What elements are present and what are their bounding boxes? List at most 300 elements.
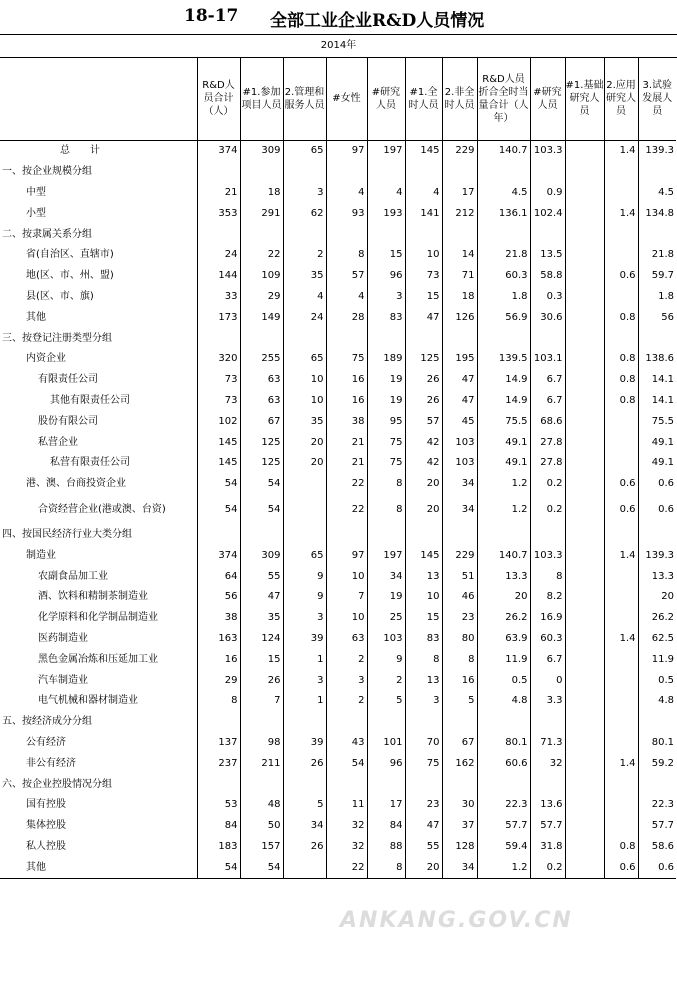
data-cell: 103.3 [530, 141, 565, 162]
data-cell [565, 753, 604, 774]
data-cell [197, 525, 240, 546]
data-cell: 9 [283, 566, 326, 587]
data-cell: 138.6 [638, 349, 676, 370]
data-cell: 309 [240, 141, 283, 162]
data-cell [638, 774, 676, 795]
data-cell: 309 [240, 545, 283, 566]
data-cell [197, 774, 240, 795]
data-cell [477, 328, 530, 349]
data-cell [442, 224, 477, 245]
data-cell [565, 432, 604, 453]
data-cell: 23 [442, 608, 477, 629]
data-cell: 39 [283, 733, 326, 754]
data-cell: 0.6 [604, 495, 638, 525]
data-cell: 25 [367, 608, 405, 629]
data-cell [604, 411, 638, 432]
data-cell: 88 [367, 837, 405, 858]
data-cell: 6.7 [530, 649, 565, 670]
data-cell: 4 [326, 287, 367, 308]
data-cell: 43 [326, 733, 367, 754]
data-cell [240, 224, 283, 245]
data-cell [367, 328, 405, 349]
data-cell [442, 774, 477, 795]
row-label: 汽车制造业 [38, 674, 88, 686]
data-cell: 49.1 [477, 453, 530, 474]
data-cell: 42 [405, 432, 442, 453]
data-cell: 139.3 [638, 545, 676, 566]
data-cell [283, 162, 326, 183]
data-cell: 4.8 [477, 691, 530, 712]
data-cell: 183 [197, 837, 240, 858]
data-cell: 103 [367, 629, 405, 650]
data-cell: 0.6 [604, 266, 638, 287]
data-cell [565, 816, 604, 837]
data-cell: 60.3 [477, 266, 530, 287]
row-label: 有限责任公司 [38, 374, 98, 386]
data-cell: 14.9 [477, 391, 530, 412]
data-cell [197, 162, 240, 183]
data-cell: 75 [326, 349, 367, 370]
data-cell: 21 [326, 453, 367, 474]
data-cell: 22 [326, 857, 367, 878]
data-cell: 101 [367, 733, 405, 754]
data-cell: 15 [405, 608, 442, 629]
row-label: 五、按经济成分分组 [2, 716, 92, 728]
data-cell: 38 [197, 608, 240, 629]
data-cell: 75.5 [638, 411, 676, 432]
data-cell: 136.1 [477, 203, 530, 224]
data-cell: 140.7 [477, 545, 530, 566]
data-cell: 139.3 [638, 141, 676, 162]
data-cell [638, 162, 676, 183]
data-cell: 16 [326, 370, 367, 391]
data-cell [477, 162, 530, 183]
row-label: 合资经营企业(港或澳、台资) [38, 503, 166, 515]
data-cell: 5 [442, 691, 477, 712]
data-cell: 374 [197, 545, 240, 566]
data-cell [638, 525, 676, 546]
data-cell [283, 774, 326, 795]
data-cell [283, 495, 326, 525]
table-row [0, 287, 676, 308]
data-cell: 56.9 [477, 307, 530, 328]
data-cell [565, 629, 604, 650]
row-label: 小型 [26, 207, 46, 219]
data-cell: 8.2 [530, 587, 565, 608]
data-cell [565, 495, 604, 525]
data-cell: 320 [197, 349, 240, 370]
data-cell [565, 370, 604, 391]
data-cell [283, 224, 326, 245]
data-cell [530, 774, 565, 795]
data-cell: 55 [240, 566, 283, 587]
data-cell: 212 [442, 203, 477, 224]
data-cell: 64 [197, 566, 240, 587]
data-cell: 54 [240, 857, 283, 878]
data-cell: 26.2 [638, 608, 676, 629]
table-row [0, 328, 676, 349]
data-cell: 83 [405, 629, 442, 650]
data-cell [604, 587, 638, 608]
data-cell [565, 474, 604, 495]
data-cell: 11 [326, 795, 367, 816]
data-cell [240, 162, 283, 183]
data-cell: 57 [405, 411, 442, 432]
data-cell: 0.6 [604, 857, 638, 878]
data-cell: 157 [240, 837, 283, 858]
data-cell: 1.8 [477, 287, 530, 308]
table-row [0, 816, 676, 837]
data-cell: 291 [240, 203, 283, 224]
data-cell: 26.2 [477, 608, 530, 629]
data-cell: 103 [442, 432, 477, 453]
data-cell: 102.4 [530, 203, 565, 224]
data-cell: 8 [367, 857, 405, 878]
data-cell: 353 [197, 203, 240, 224]
data-cell: 22.3 [477, 795, 530, 816]
data-cell: 10 [326, 608, 367, 629]
data-cell: 54 [240, 474, 283, 495]
row-label: 股份有限公司 [38, 415, 98, 427]
table-row [0, 370, 676, 391]
data-cell [604, 816, 638, 837]
data-cell: 1.4 [604, 545, 638, 566]
table-row [0, 608, 676, 629]
data-cell: 27.8 [530, 432, 565, 453]
data-cell: 42 [405, 453, 442, 474]
data-cell: 83 [367, 307, 405, 328]
data-cell [442, 162, 477, 183]
data-cell [565, 649, 604, 670]
data-cell [326, 774, 367, 795]
data-cell: 1 [283, 649, 326, 670]
row-label: 省(自治区、直辖市) [26, 249, 114, 261]
data-cell [442, 712, 477, 733]
data-cell: 13.5 [530, 245, 565, 266]
data-cell: 10 [405, 245, 442, 266]
data-cell: 80.1 [638, 733, 676, 754]
table-row [0, 525, 676, 546]
data-cell: 6.7 [530, 391, 565, 412]
data-cell: 0.2 [530, 857, 565, 878]
table-row [0, 411, 676, 432]
data-cell: 4.5 [477, 183, 530, 204]
data-cell: 67 [442, 733, 477, 754]
data-cell [283, 857, 326, 878]
data-cell [283, 525, 326, 546]
data-cell: 103.1 [530, 349, 565, 370]
data-cell: 35 [283, 266, 326, 287]
data-cell: 65 [283, 545, 326, 566]
data-cell: 38 [326, 411, 367, 432]
data-cell: 63 [240, 370, 283, 391]
data-cell [565, 162, 604, 183]
data-cell: 68.6 [530, 411, 565, 432]
data-cell: 1.4 [604, 141, 638, 162]
row-label: 二、按隶属关系分组 [2, 228, 92, 240]
data-cell [604, 224, 638, 245]
data-cell: 5 [283, 795, 326, 816]
data-cell: 27.8 [530, 453, 565, 474]
data-cell: 103.3 [530, 545, 565, 566]
data-cell: 73 [197, 391, 240, 412]
data-cell: 71.3 [530, 733, 565, 754]
data-cell [604, 795, 638, 816]
data-cell: 51 [442, 566, 477, 587]
data-cell: 60.3 [530, 629, 565, 650]
data-cell [565, 287, 604, 308]
data-cell [240, 774, 283, 795]
data-cell: 71 [442, 266, 477, 287]
data-cell: 26 [405, 391, 442, 412]
data-cell: 0.8 [604, 349, 638, 370]
data-cell [604, 525, 638, 546]
table-row [0, 349, 676, 370]
data-cell [565, 245, 604, 266]
data-cell [530, 162, 565, 183]
data-cell: 140.7 [477, 141, 530, 162]
data-cell: 32 [326, 816, 367, 837]
data-cell: 84 [367, 816, 405, 837]
data-cell: 0 [530, 670, 565, 691]
row-label: 医药制造业 [38, 632, 88, 644]
data-cell: 54 [197, 857, 240, 878]
data-cell [565, 203, 604, 224]
table-row [0, 245, 676, 266]
data-cell [405, 525, 442, 546]
data-cell: 21.8 [477, 245, 530, 266]
data-cell [477, 224, 530, 245]
data-cell: 3 [405, 691, 442, 712]
row-label: 电气机械和器材制造业 [38, 695, 138, 707]
row-label: 国有控股 [26, 799, 66, 811]
table-row [0, 545, 676, 566]
data-cell: 73 [405, 266, 442, 287]
data-cell: 21.8 [638, 245, 676, 266]
data-cell: 149 [240, 307, 283, 328]
data-cell: 47 [405, 816, 442, 837]
table-row [0, 753, 676, 774]
data-cell: 22 [240, 245, 283, 266]
data-cell: 173 [197, 307, 240, 328]
data-cell: 49.1 [638, 453, 676, 474]
data-cell: 9 [367, 649, 405, 670]
data-cell: 56 [197, 587, 240, 608]
column-header: 3.试验发展人员 [638, 57, 676, 141]
data-cell [604, 453, 638, 474]
table-row [0, 307, 676, 328]
data-cell [604, 691, 638, 712]
data-cell: 2 [326, 691, 367, 712]
data-cell: 0.6 [638, 495, 676, 525]
data-cell: 47 [405, 307, 442, 328]
data-cell [326, 328, 367, 349]
data-cell: 35 [283, 411, 326, 432]
table-row [0, 629, 676, 650]
data-cell [565, 670, 604, 691]
data-cell [283, 328, 326, 349]
data-cell: 34 [367, 566, 405, 587]
data-cell: 144 [197, 266, 240, 287]
data-cell: 47 [442, 370, 477, 391]
data-cell: 35 [240, 608, 283, 629]
data-cell: 57.7 [477, 816, 530, 837]
data-cell: 73 [197, 370, 240, 391]
table-row [0, 774, 676, 795]
data-cell: 2 [326, 649, 367, 670]
data-cell: 109 [240, 266, 283, 287]
data-cell: 141 [405, 203, 442, 224]
data-cell: 4.8 [638, 691, 676, 712]
data-cell [604, 183, 638, 204]
data-cell [405, 328, 442, 349]
data-cell: 125 [240, 453, 283, 474]
data-cell: 4 [283, 287, 326, 308]
data-cell: 26 [405, 370, 442, 391]
data-cell: 128 [442, 837, 477, 858]
data-cell: 65 [283, 349, 326, 370]
data-cell: 54 [197, 495, 240, 525]
data-cell: 20 [405, 857, 442, 878]
data-cell: 125 [405, 349, 442, 370]
data-cell [565, 608, 604, 629]
data-cell [367, 712, 405, 733]
data-cell: 10 [283, 391, 326, 412]
row-label: 三、按登记注册类型分组 [2, 332, 112, 344]
data-cell: 58.6 [638, 837, 676, 858]
data-cell: 8 [197, 691, 240, 712]
data-cell: 11.9 [638, 649, 676, 670]
data-cell: 15 [367, 245, 405, 266]
data-cell: 10 [283, 370, 326, 391]
data-cell: 14.9 [477, 370, 530, 391]
data-cell: 137 [197, 733, 240, 754]
data-cell: 5 [367, 691, 405, 712]
data-cell: 59.7 [638, 266, 676, 287]
data-cell: 23 [405, 795, 442, 816]
data-cell [565, 691, 604, 712]
data-cell: 55 [405, 837, 442, 858]
table-row [0, 183, 676, 204]
data-cell [367, 774, 405, 795]
data-cell: 29 [197, 670, 240, 691]
data-cell [565, 733, 604, 754]
data-cell: 4 [367, 183, 405, 204]
data-cell: 103 [442, 453, 477, 474]
data-cell [565, 349, 604, 370]
data-cell: 211 [240, 753, 283, 774]
row-label: 农副食品加工业 [38, 570, 108, 582]
data-cell: 16.9 [530, 608, 565, 629]
data-cell [477, 712, 530, 733]
watermark: ANKANG.GOV.CN [340, 908, 573, 933]
data-cell: 63 [240, 391, 283, 412]
data-cell: 18 [442, 287, 477, 308]
data-cell: 31.8 [530, 837, 565, 858]
data-cell [565, 141, 604, 162]
data-cell: 54 [197, 474, 240, 495]
data-cell: 8 [442, 649, 477, 670]
row-label: 私人控股 [26, 840, 66, 852]
data-cell: 8 [326, 245, 367, 266]
data-cell [442, 525, 477, 546]
data-cell [405, 162, 442, 183]
table-row [0, 162, 676, 183]
data-cell: 102 [197, 411, 240, 432]
row-label: 酒、饮料和精制茶制造业 [38, 591, 148, 603]
data-cell: 7 [326, 587, 367, 608]
data-cell: 24 [283, 307, 326, 328]
data-cell [326, 224, 367, 245]
data-cell: 46 [442, 587, 477, 608]
data-cell: 20 [405, 495, 442, 525]
data-cell [565, 525, 604, 546]
data-cell: 75 [367, 453, 405, 474]
table-row [0, 587, 676, 608]
data-cell [604, 608, 638, 629]
data-cell: 3 [283, 608, 326, 629]
data-cell [530, 328, 565, 349]
row-label: 黑色金属冶炼和压延加工业 [38, 653, 158, 665]
data-cell [638, 328, 676, 349]
data-cell: 49.1 [638, 432, 676, 453]
column-header: #研究人员 [367, 57, 405, 141]
table-row [0, 432, 676, 453]
data-cell: 8 [367, 474, 405, 495]
data-cell: 19 [367, 587, 405, 608]
data-cell: 75.5 [477, 411, 530, 432]
data-cell: 0.6 [604, 474, 638, 495]
data-cell [530, 712, 565, 733]
data-cell: 0.2 [530, 474, 565, 495]
data-cell: 20 [638, 587, 676, 608]
data-cell: 3 [367, 287, 405, 308]
row-label: 集体控股 [26, 820, 66, 832]
data-cell: 6.7 [530, 370, 565, 391]
data-cell: 145 [405, 545, 442, 566]
data-cell: 0.5 [638, 670, 676, 691]
data-cell: 229 [442, 141, 477, 162]
data-cell: 16 [326, 391, 367, 412]
data-cell: 8 [405, 649, 442, 670]
title-bar [0, 0, 677, 35]
data-cell: 3.3 [530, 691, 565, 712]
data-cell [565, 328, 604, 349]
data-cell: 29 [240, 287, 283, 308]
data-cell: 62 [283, 203, 326, 224]
data-cell: 26 [283, 837, 326, 858]
data-cell: 21 [326, 432, 367, 453]
data-cell: 93 [326, 203, 367, 224]
data-cell [565, 411, 604, 432]
data-cell [197, 328, 240, 349]
data-cell: 34 [442, 495, 477, 525]
data-cell: 1.4 [604, 629, 638, 650]
data-cell [604, 733, 638, 754]
table-row [0, 649, 676, 670]
data-cell: 0.8 [604, 837, 638, 858]
data-cell: 145 [197, 453, 240, 474]
row-label: 制造业 [26, 549, 56, 561]
data-cell [565, 307, 604, 328]
column-header: #女性 [326, 57, 367, 141]
data-cell: 19 [367, 370, 405, 391]
data-cell: 22 [326, 474, 367, 495]
data-cell: 60.6 [477, 753, 530, 774]
data-cell: 22.3 [638, 795, 676, 816]
data-cell: 11.9 [477, 649, 530, 670]
data-cell: 13 [405, 566, 442, 587]
